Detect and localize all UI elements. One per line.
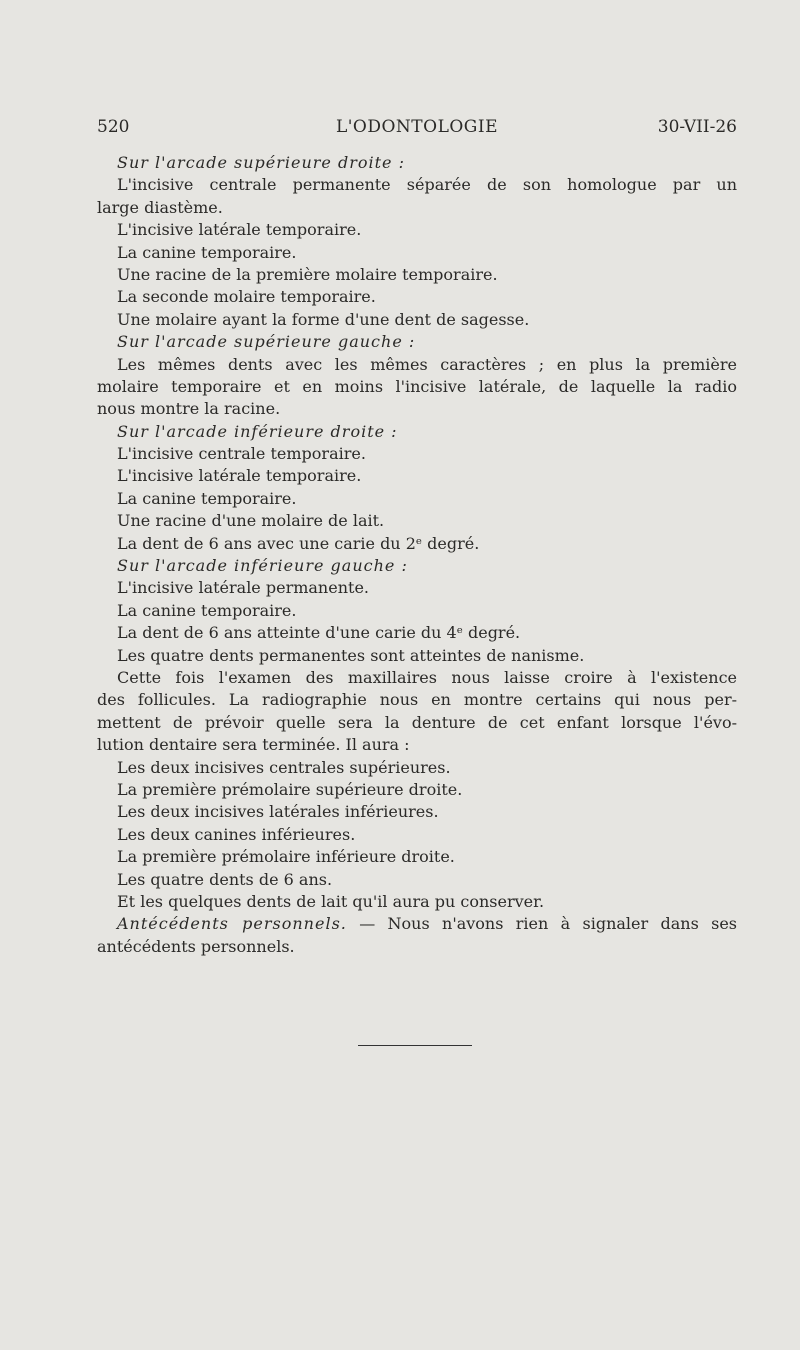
- text-line: antécédents personnels.: [97, 936, 295, 956]
- text-line: La première prémolaire supérieure droite.: [117, 779, 463, 799]
- text-line: Les quatre dents de 6 ans.: [117, 869, 333, 889]
- text-line: Et les quelques dents de lait qu'il aura pu conserver.: [117, 891, 545, 911]
- text-line: Les deux incisives centrales supérieures.: [117, 757, 451, 777]
- antecedents-heading: Antécédents personnels.: [117, 914, 347, 934]
- text-line: L'incisive latérale temporaire.: [117, 466, 362, 486]
- text-line: La dent de 6 ans atteinte d'une carie du 4ᵉ degré.: [117, 623, 521, 643]
- issue-date: 30-VII-26: [657, 117, 737, 137]
- body-text: [97, 152, 737, 958]
- section-heading: Sur l'arcade inférieure droite :: [117, 421, 398, 441]
- text-line: La canine temporaire.: [117, 600, 297, 620]
- text-line: L'incisive centrale permanente séparée de son homologue par un: [117, 175, 737, 195]
- text-line: La seconde molaire temporaire.: [117, 287, 376, 307]
- page-header: [97, 117, 737, 143]
- antecedents-paragraph: [97, 913, 737, 935]
- text-line: Les deux canines inférieures.: [117, 824, 356, 844]
- text-line: Les deux incisives latérales inférieures.: [117, 802, 439, 822]
- text-line: nous montre la racine.: [97, 399, 281, 419]
- text-line: La canine temporaire.: [117, 488, 297, 508]
- section-heading: Sur l'arcade supérieure gauche :: [117, 332, 416, 352]
- text-line: Une racine de la première molaire temporaire.: [117, 264, 498, 284]
- antecedents-text: — Nous n'avons rien à signaler dans ses: [346, 914, 737, 934]
- text-line: des follicules. La radiographie nous en montre certains qui nous per-: [97, 690, 737, 710]
- end-rule: [358, 1045, 472, 1046]
- text-line: Les quatre dents permanentes sont atteintes de nanisme.: [117, 645, 585, 665]
- text-line: L'incisive latérale temporaire.: [117, 220, 362, 240]
- text-line: La canine temporaire.: [117, 242, 297, 262]
- text-line: L'incisive latérale permanente.: [117, 578, 369, 598]
- text-line: large diastème.: [97, 197, 223, 217]
- journal-title: L'ODONTOLOGIE: [335, 117, 499, 137]
- section-heading: Sur l'arcade inférieure gauche :: [117, 556, 408, 576]
- section-heading: Sur l'arcade supérieure droite :: [117, 153, 405, 172]
- text-line: Une molaire ayant la forme d'une dent de sagesse.: [117, 309, 530, 329]
- text-line: L'incisive centrale temporaire.: [117, 444, 366, 464]
- text-line: La dent de 6 ans avec une carie du 2ᵉ degré.: [117, 533, 480, 553]
- text-line: mettent de prévoir quelle sera la denture de cet enfant lorsque l'évo-: [97, 712, 737, 732]
- text-line: Cette fois l'examen des maxillaires nous laisse croire à l'existence: [117, 667, 737, 687]
- text-line: La première prémolaire inférieure droite.: [117, 847, 455, 867]
- text-line: molaire temporaire et en moins l'incisive latérale, de laquelle la radio: [97, 376, 737, 396]
- text-line: Les mêmes dents avec les mêmes caractères ; en plus la première: [117, 354, 737, 374]
- text-line: Une racine d'une molaire de lait.: [117, 511, 385, 531]
- text-line: lution dentaire sera terminée. Il aura :: [97, 735, 410, 755]
- page-number: 520: [97, 117, 130, 137]
